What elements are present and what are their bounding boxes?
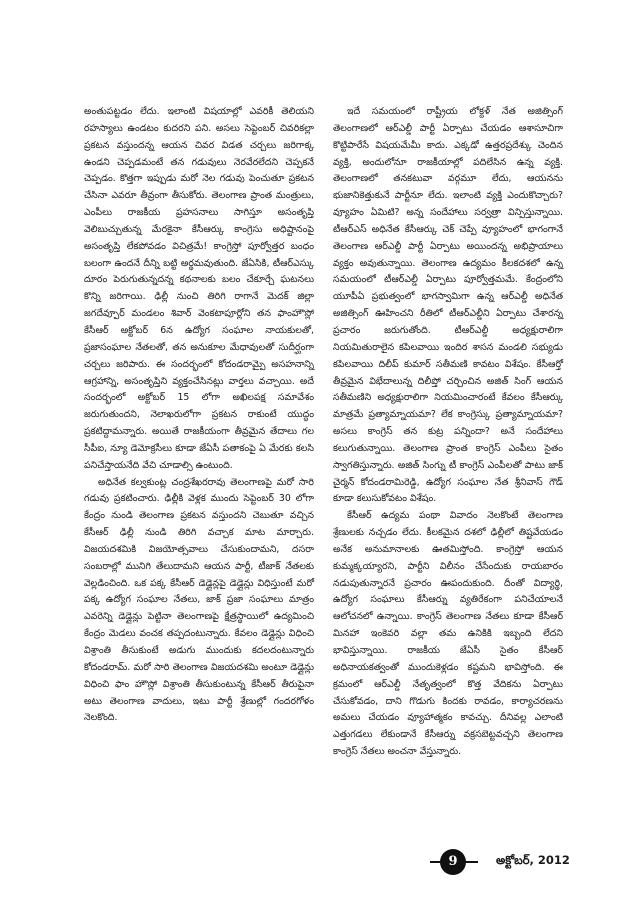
issue-date: అక్టోబర్, 2012 xyxy=(496,853,570,867)
page-number: 9 xyxy=(440,849,466,875)
right-paragraph-1: ఇదే సమయంలో రాష్ట్రీయ లోక్దళ్ నేత అజిత్సింగ్ తెలంగాణలో ఆర్ఎల్డీ పార్టీ ఏర్పాటు చేయడం ఆశాసూచిగా కొట్టిపారేసే విషయమేమీ కాదు. ఎక్కడో ఉత్తరప్రదేశ్కు చెందిన వ్యక్తి, అందులోనూ రాజకీయాల్లో పదిలేసిన ఉన్న వ్యక్తి. తెలంగాణలో తనకటువా వర్గమూ లేదు, ఆయనను భుజానికెత్తుకునే పార్టీనూ లేదు. ఇలాంటి వ్యక్తి ఎందుకొచ్చారు? వ్యూహం ఏమిటి? అన్న సందేహాలు సర్వత్రా విన్పిస్తున్నాయి. టీఆర్ఎస్ అధినేత కేసీఆర్కు చెక్ చెప్పే వ్యూహంలో భాగంగానే తెలంగాణ ఆర్ఎల్డీ పార్టీ ఏర్పాటు అయిందన్న అభిప్రాయాలు వ్యక్తం అవుతున్నాయి. తెలంగాణ ఉద్యమం కీలకదశలో ఉన్న సమయంలో టీఆర్ఎల్డీ ఏర్పాటు పూర్వోత్తమమే. కేంద్రంలోని యూపీఏ ప్రభుత్వంలో భాగస్వామిగా ఉన్న ఆర్ఎల్డీ అధినేత అజిత్సింగ్ ఊహించని రీతిలో టీఆర్ఎల్డీని ఏర్పాటు చేశారన్న ప్రచారం జరుగుతోంది. టీఆర్ఎల్డీ అధ్యక్షురాలిగా నియమితురాలైన కపిలవాయి ఇందిర శాసన మండలి సభ్యుడు కపిలవాయి దిలీప్ కుమార్ సతీమణి కావటం విశేషం. కేసీఆర్తో తీవ్రమైన విభేదాలున్న దిలీప్తో చర్చించిన అజిత్ సింగ్ ఆయన సతీమణిని అధ్యక్షురాలిగా నియమించారంటే కేవలం కేసీఆర్కు మాత్రమే ప్రత్యామ్నాయమా? లేక కాంగ్రెస్కు ప్రత్యామ్నాయమా? అసలు కాంగ్రెస్ తన కుట్ర పన్నిందా? అనే సందేహాలు కలుగుతున్నాయి. తెలంగాణ ప్రాంత కాంగ్రెస్ ఎంపీలు సైతం స్వాగతిస్తున్నారు. అజిత్ సింగ్ను టీ కాంగ్రెస్ ఎంపీలతో పాటు జాక్ చైర్మన్ కోదండరామిరెడ్డి, ఉద్యోగ సంఘాల నేత శ్రీనివాస్ గౌడ్ కూడా కలుసుకోవటం విశేషం. xyxy=(333,106,563,505)
left-paragraph-1: అంతుపట్టడం లేదు. ఇలాంటి విషయాల్లో ఎవరికీ తెలియని రహస్యాలు ఉండటం కుదరని పని. అసలు సెప్టెంబర్ చివరికల్లా ప్రకటన వస్తుందన్న ఆయన చివర విడత చర్చలు జరిగాక్క ఉండని చెప్పడమంటే తన గడువులు నెరవేరలేదని చెప్పకనే చెప్పడం. కొత్తగా ఇప్పుడు మరో నెల గడువు పెంచుతూ ప్రకటన చేసినా ఎవరూ తీవ్రంగా తీసుకోరు. తెలంగాణ ప్రాంత మంత్రులు, ఎంపీలు రాజకీయ ప్రహసనాలు సాగిస్తూ అసంతృప్తి వెలిబుచ్చుతున్న మేరకైనా కేసీఆర్కు కాంగ్రెసు అధిష్టానంపై అసంతృప్తి లేకపోవడం విచిత్రమే! కాంగ్రెస్తో పూర్వోత్తర బంధం బలంగా ఉందనే దీన్ని బట్టి అర్థమవుతుంది. జేఏసికి, టీఆర్ఎస్కు దూరం పెరుగుతున్నదన్న కథనాలకు బలం చేకూర్చే ఘటనలు కొన్ని జరిగాయి. ఢిల్లీ నుంచి తిరిగి రాగానే మెదక్ జిల్లా జగదేవ్పూర్ మండలం శివార్ వెంకటాపూర్లోని తన ఫాంహౌస్లో కేసీఆర్ అక్టోబర్ 6న ఉద్యోగ సంఘాల నాయకులతో, ప్రజాసంఘాల నేతలతో, తన అనుకూల మేధావులతో సుదీర్ఘంగా చర్చలు జరిపారు. ఈ సందర్భంలో కోదండరామ్పై అసహనాన్ని ఆగ్రహాన్ని, అసంతృప్తిని వ్యక్తంచేసినట్లు వార్తలు వచ్చాయి. అదే సందర్భంలో అక్టోబర్ 15 లోగా అఖిలపక్ష సమావేశం జరుగుతుందని, నెలాఖరులోగా ప్రకటన రాకుంటే యుద్ధం ప్రకటిద్దామన్నారు. అయితే రాజకీయంగా తీవ్రమైన తేదాలు గల సీపీఐ, న్యూ డెమోక్రసీలు కూడా జేఏసీ పతాకంపై ఏ మేరకు కలసి పనిచేస్తాయనేది వేచి చూడాల్సి ఉంటుంది. xyxy=(84,106,314,471)
article-left-column xyxy=(84,104,314,727)
page-footer xyxy=(430,849,610,875)
right-paragraph-2: కేసీఆర్ ఉద్యమ పంథా వివాదం నెలకొంటే తెలంగాణ శ్రేణులకు నచ్చడం లేదు. కీలకమైన దశలో ఢిల్లీలో తిష్టవేయడం అనేక అనుమానాలకు ఊతమిస్తోంది. కాంగ్రెస్తో ఆయన కుమ్మక్కయ్యారని, పార్టీని విలీనం చేసేందుకు రాయబారం నడుపుతున్నారనే ప్రచారం ఊపందుకుంది. దీంతో విద్యార్థి, ఉద్యోగ సంఘాలు కేసీఆర్ను వ్యతిరేకంగా పనిచేయాలనే ఆలోచనలో ఉన్నాయి. కాంగ్రెస్ తెలంగాణ నేతలు కూడా కేసీఆర్ మినహా ఇంకెవరి వల్లా తమ ఉనికికి ఇబ్బంది లేదని భావిస్తున్నాయి. రాజకీయ జేఏసీ సైతం కేసీఆర్ అధినాయకత్వంతో ముందుకెళ్లడం కష్టమని భావిస్తోంది. ఈ క్రమంలో ఆర్ఎల్డీ నేతృత్వంలో కొత్త వేదికను ఏర్పాటు చేసుకోవడం, దాని గొడుగు కిందకు రావడం, కార్యాచరణను అమలు చేయడం వ్యూహాత్మకం కావచ్చు. దీనివల్ల ఎలాంటి ఎత్తుగడలు లేకుండానే కేసీఆర్ను వక్రసబెట్టవచ్చని తెలంగాణ కాంగ్రెస్ నేతలు అంచనా వేస్తున్నారు. xyxy=(333,510,563,758)
left-paragraph-2: అధినేత కల్వకుంట్ల చంద్రశేఖరరావు తెలంగాణపై మరో సారి గడువు ప్రకటించారు. ఢిల్లీకి వెళ్లక ముందు సెప్టెంబర్ 30 లోగా కేంద్రం నుండి తెలంగాణ ప్రకటన వస్తుందని చెబుతూ వచ్చిన కేసీఆర్ ఢిల్లీ నుండి తిరిగి వచ్చాక మాట మార్చారు. విజయదశమికి విజయోత్సవాలు చేసుకుందామని, దసరా సంబరాల్లో మునిగి తేలుదామని ఆయన పార్టీ, టీజాక్ నేతలకు వెల్లడించింది. ఒక పక్క కేసీఆర్ డెడ్లైన్లపై డెడ్లైన్లు విధిస్తుంటే మరో పక్క ఉద్యోగ సంఘాల నేతలు, జాక్ ప్రజా సంఘాలు మాత్రం ఎవరెన్ని డెడ్లైన్లు పెట్టినా తెలంగాణపై క్షేత్రస్థాయిలో ఉద్యమించి కేంద్రం మెడలు వంచక తప్పదంటున్నారు. కేవలం డెడ్లైన్లు విధించి విశ్రాంతి తీసుకుంటే అడుగు ముందుకు కదలదంటున్నారు కోదండరామ్. మరో సారి తెలంగాణ విజయదశమి అంటూ డెడ్లైన్లు విధించి ఫాం హౌస్లో విశ్రాంతి తీసుకుంటున్న కేసీఆర్ తీరుపైనా అటు తెలంగాణ వాదులు, ఇటు పార్టీ శ్రేణుల్లో గందరగోళం నెలకొంది. xyxy=(84,476,314,724)
article-right-column xyxy=(333,104,563,761)
